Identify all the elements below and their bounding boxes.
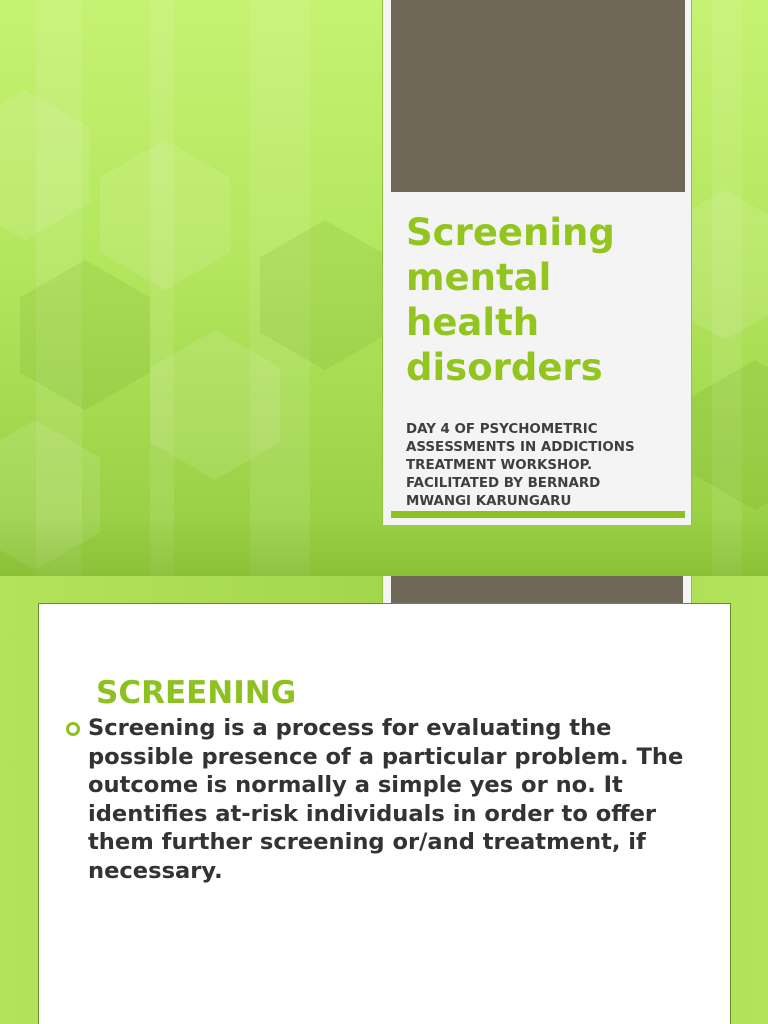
slide-title: Screening mental health disorders (406, 211, 615, 389)
bullet-text: Screening is a process for evaluating the possible presence of a particular problem. The outcome is normally a simple yes or no. It identifies at-risk individuals in order to offer them further screening or/and treatment, if necessary. (88, 715, 684, 884)
content-card (38, 603, 731, 1024)
content-slide (0, 576, 768, 1024)
accent-rule (391, 511, 685, 518)
background-shade (0, 516, 768, 576)
slide-heading: SCREENING (96, 675, 297, 711)
slide-subtitle: DAY 4 OF PSYCHOMETRIC ASSESSMENTS IN ADDICTIONS TREATMENT WORKSHOP. FACILITATED BY BERNARD MWANGI KARUNGARU (406, 422, 635, 509)
background-hexagon (690, 360, 768, 510)
title-card (382, 0, 692, 525)
title-image-placeholder (391, 0, 685, 192)
background-hexagon (100, 140, 230, 290)
bullet-ring-icon (66, 722, 80, 736)
